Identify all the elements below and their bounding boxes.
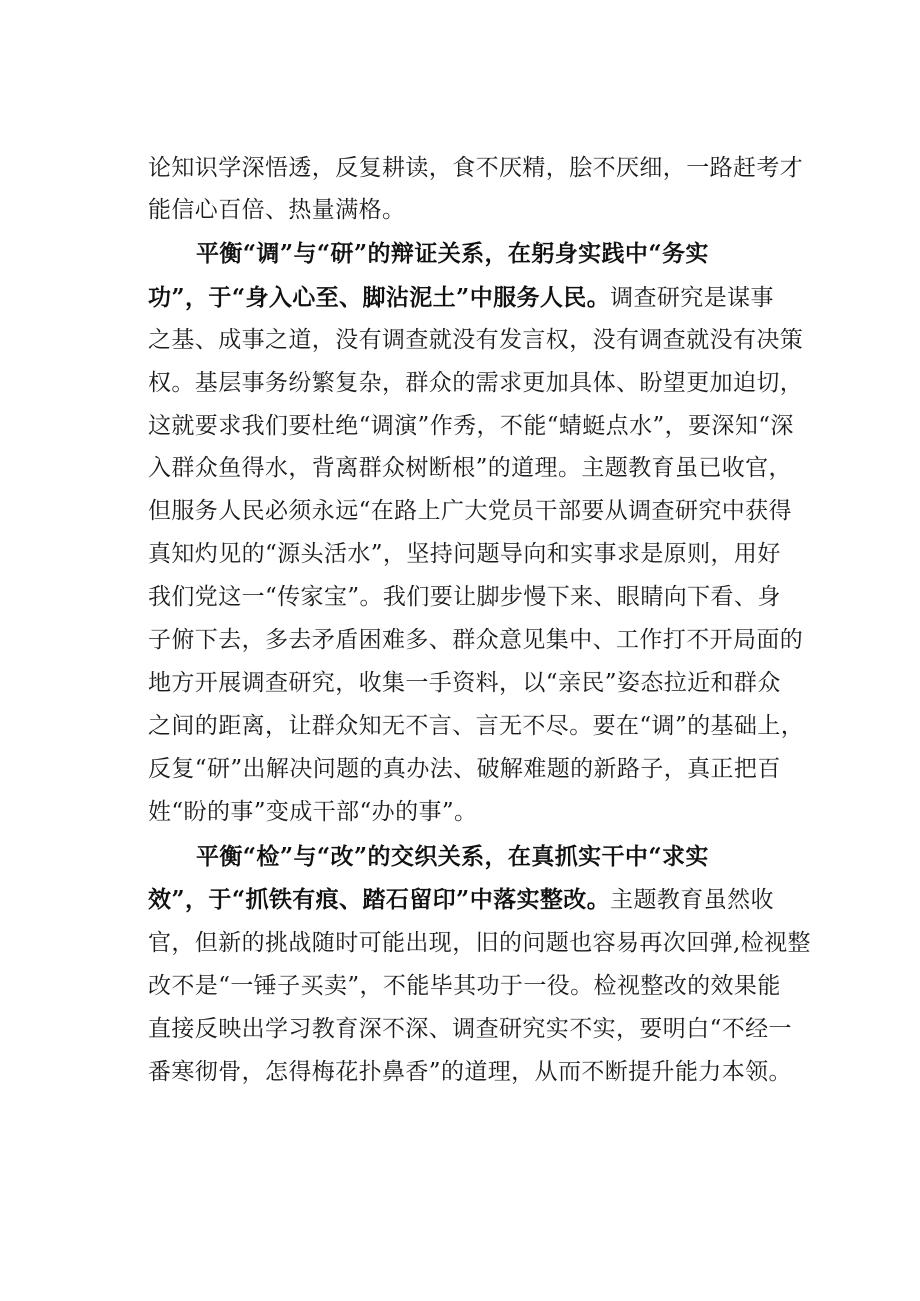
text-line	[196, 239, 709, 269]
text-line	[148, 625, 803, 655]
body-text: 直接反映出学习教育深不深、调查研究实不实，要明白“不经一	[148, 1016, 792, 1042]
text-line	[148, 668, 781, 698]
bold-heading-text: 效”，于“抓铁有痕、踏石留印”中落实整改。	[148, 886, 611, 913]
body-text: 调查研究是谋事	[610, 285, 774, 311]
text-line	[148, 325, 803, 355]
bold-heading-text: 平衡“检”与“改”的交织关系，在真抓实干中“求实	[196, 843, 709, 870]
text-line	[148, 368, 803, 398]
text-line	[148, 411, 794, 441]
body-text: 但服务人民必须永远“在路上广大党员干部要从调查研究中获得	[148, 498, 792, 524]
text-line	[148, 195, 405, 225]
body-text: 地方开展调查研究，收集一手资料，以“亲民”姿态拉近和群众	[148, 670, 781, 696]
body-text: 官，但新的挑战随时可能出现，旧的问题也容易再次回弹,检视整	[148, 930, 811, 956]
text-line	[148, 539, 781, 569]
body-text: 能信心百倍、热量满格。	[148, 197, 406, 223]
body-text: 入群众鱼得水，背离群众树断根”的道理。主题教育虽已收官，	[148, 455, 792, 481]
text-line	[148, 453, 792, 483]
body-text: 论知识学深悟透，反复耕读，食不厌精，脍不厌细，一路赶考才	[148, 155, 804, 181]
text-line	[148, 797, 477, 827]
body-text: 番寒彻骨，怎得梅花扑鼻香”的道理，从而不断提升能力本领。	[148, 1059, 792, 1085]
bold-heading-text: 平衡“调”与“研”的辩证关系，在躬身实践中“务实	[196, 240, 709, 267]
text-line	[148, 754, 781, 784]
text-line	[148, 496, 792, 526]
text-line	[148, 582, 781, 612]
body-text: 之基、成事之道，没有调查就没有发言权，没有调查就没有决策	[148, 327, 804, 353]
body-text: 真知灼见的“源头活水”，坚持问题导向和实事求是原则，用好	[148, 541, 781, 567]
text-line	[148, 885, 774, 915]
text-line	[148, 1014, 792, 1044]
text-line	[148, 283, 774, 313]
body-text: 这就要求我们要杜绝“调演”作秀，不能“蜻蜓点水”，要深知“深	[148, 413, 794, 439]
body-text: 权。基层事务纷繁复杂，群众的需求更加具体、盼望更加迫切，	[148, 370, 804, 396]
text-line	[148, 1057, 792, 1087]
body-text: 反复“研”出解决问题的真办法、破解难题的新路子，真正把百	[148, 756, 781, 782]
text-line	[148, 711, 804, 741]
text-line	[148, 153, 803, 183]
text-line	[148, 928, 811, 958]
bold-heading-text: 功”，于“身入心至、脚沾泥土”中服务人民。	[148, 284, 611, 311]
body-text: 姓“盼的事”变成干部“办的事”。	[148, 799, 478, 825]
text-line	[148, 971, 781, 1001]
body-text: 子俯下去，多去矛盾困难多、群众意见集中、工作打不开局面的	[148, 627, 804, 653]
body-text: 主题教育虽然收	[610, 887, 774, 913]
body-text: 改不是“一锤子买卖”，不能毕其功于一役。检视整改的效果能	[148, 973, 781, 999]
body-text: 之间的距离，让群众知无不言、言无不尽。要在“调”的基础上，	[148, 713, 805, 739]
body-text: 我们党这一“传家宝”。我们要让脚步慢下来、眼睛向下看、身	[148, 584, 781, 610]
text-line	[196, 842, 709, 872]
